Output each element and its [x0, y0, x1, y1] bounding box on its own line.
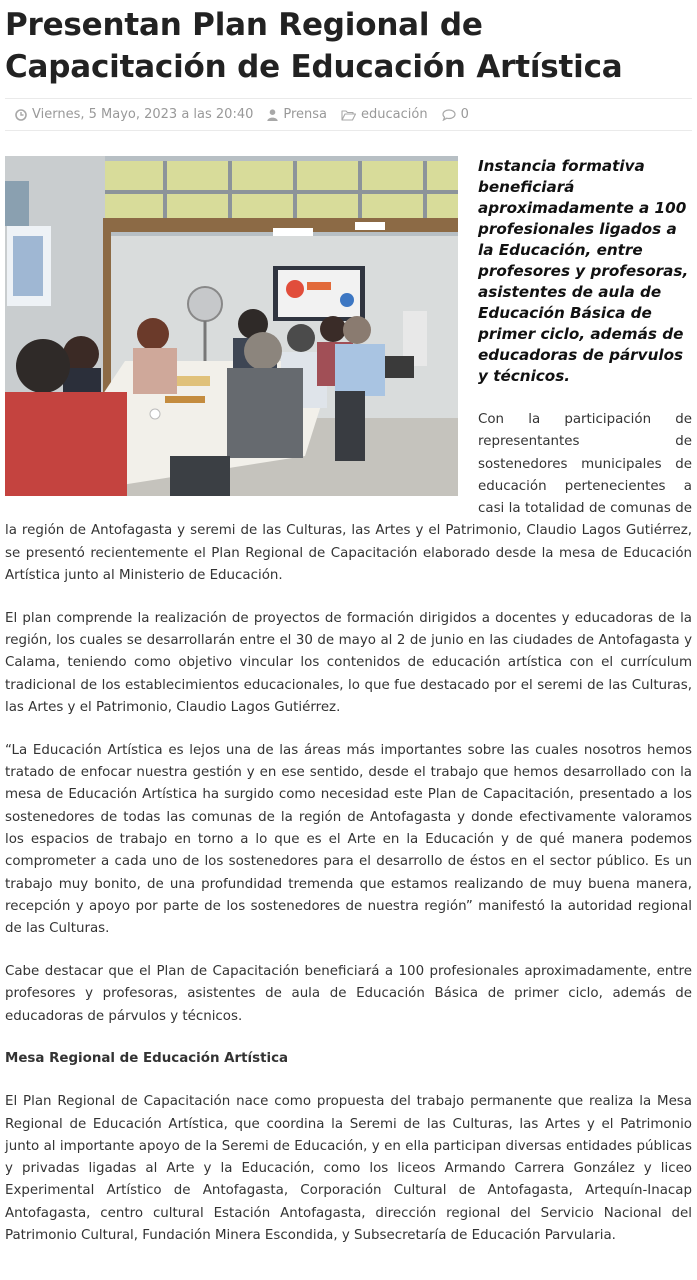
meta-category[interactable]	[341, 107, 428, 122]
article-photo	[5, 156, 458, 496]
meta-author-link[interactable]: Prensa	[283, 107, 328, 122]
article-lead: Instancia formativa beneficiará aproximadamente a 100 profesionales ligados a la Educación, entre profesores y profesoras, asistentes de aula de Educación Básica de primer ciclo, además de educadoras de párvulos y técnicos.	[478, 157, 689, 385]
meta-comments-count[interactable]: 0	[460, 107, 469, 122]
user-icon	[267, 109, 278, 121]
meta-date	[15, 107, 253, 122]
paragraph-2: El plan comprende la realización de proyectos de formación dirigidos a docentes y educadoras de la región, los cuales se desarrollarán entre el 30 de mayo al 2 de junio en las ciudades de Antofagasta y Calama, teniendo como objetivo vincular los contenidos de educación artística con el currículum tradicional de los establecimientos educacionales, lo que fue destacado por el seremi de las Culturas, las Artes y el Patrimonio, Claudio Lagos Gutiérrez.	[5, 610, 692, 716]
paragraph-3: “La Educación Artística es lejos una de las áreas más importantes sobre las cuales nosotros hemos tratado de enfocar nuestra gestión y en ese sentido, desde el trabajo que hemos desarrollado con la mesa de Educación Artística ha surgido como necesidad este Plan de Capacitación, presentado a los sostenedores de todas las comunas de la región de Antofagasta y donde efectivamente valoramos los espacios de trabajo en torno a lo que es el Arte en la Educación y de qué manera podemos comprometer a cada uno de los sostenedores para el desarrollo de éstos en el sector público. Es un trabajo muy bonito, de una profundidad tremenda que estamos realizando de muy buena manera, recepción y apoyo por parte de los sostenedores de nuestra región” manifestó la autoridad regional de las Culturas.	[5, 742, 692, 937]
comment-icon	[442, 109, 456, 121]
meeting-photo	[5, 156, 458, 496]
meta-author[interactable]	[267, 107, 327, 122]
article-title: Presentan Plan Regional de Capacitación de Educación Artística	[5, 7, 623, 85]
meta-comments[interactable]	[442, 107, 469, 122]
article-content	[5, 156, 692, 1247]
folder-icon	[341, 109, 356, 121]
paragraph-5: El Plan Regional de Capacitación nace como propuesta del trabajo permanente que realiza la Mesa Regional de Educación Artística, que coordina la Seremi de las Culturas, las Artes y el Patrimonio junto al importante apoyo de la Seremi de Educación, y en ella participan diversas entidades públicas y privadas ligadas al Arte y la Educación, como los liceos Armando Carrera González y liceo Experimental Artístico de Antofagasta, Corporación Cultural de Antofagasta, Artequín-Inacap Antofagasta, centro cultural Estación Antofagasta, dirección regional del Servicio Nacional del Patrimonio Cultural, Fundación Minera Escondida, y Subsecretaría de Educación Parvularia.	[5, 1094, 692, 1243]
paragraph-4: Cabe destacar que el Plan de Capacitación beneficiará a 100 profesionales aproximadamente, entre profesores y profesoras, asistentes de aula de Educación Básica de primer ciclo, además de educadoras de párvulos y técnicos.	[5, 964, 692, 1024]
subheading: Mesa Regional de Educación Artística	[5, 1051, 289, 1067]
article-meta	[5, 98, 692, 131]
meta-date-text: Viernes, 5 Mayo, 2023 a las 20:40	[32, 107, 254, 122]
meta-category-link[interactable]: educación	[361, 107, 428, 122]
paragraph-1: Con la participación de representantes de sostenedores municipales de educación pertenecientes a casi la totalidad de comunas de la región de Antofagasta y seremi de las Culturas, las Artes y el Patrimonio, Claudio Lagos Gutiérrez, se presentó recientemente el Plan Regional de Capacitación elaborado desde la mesa de Educación Artística junto al Ministerio de Educación.	[5, 412, 692, 584]
article	[5, 4, 692, 1247]
clock-icon	[15, 109, 27, 121]
